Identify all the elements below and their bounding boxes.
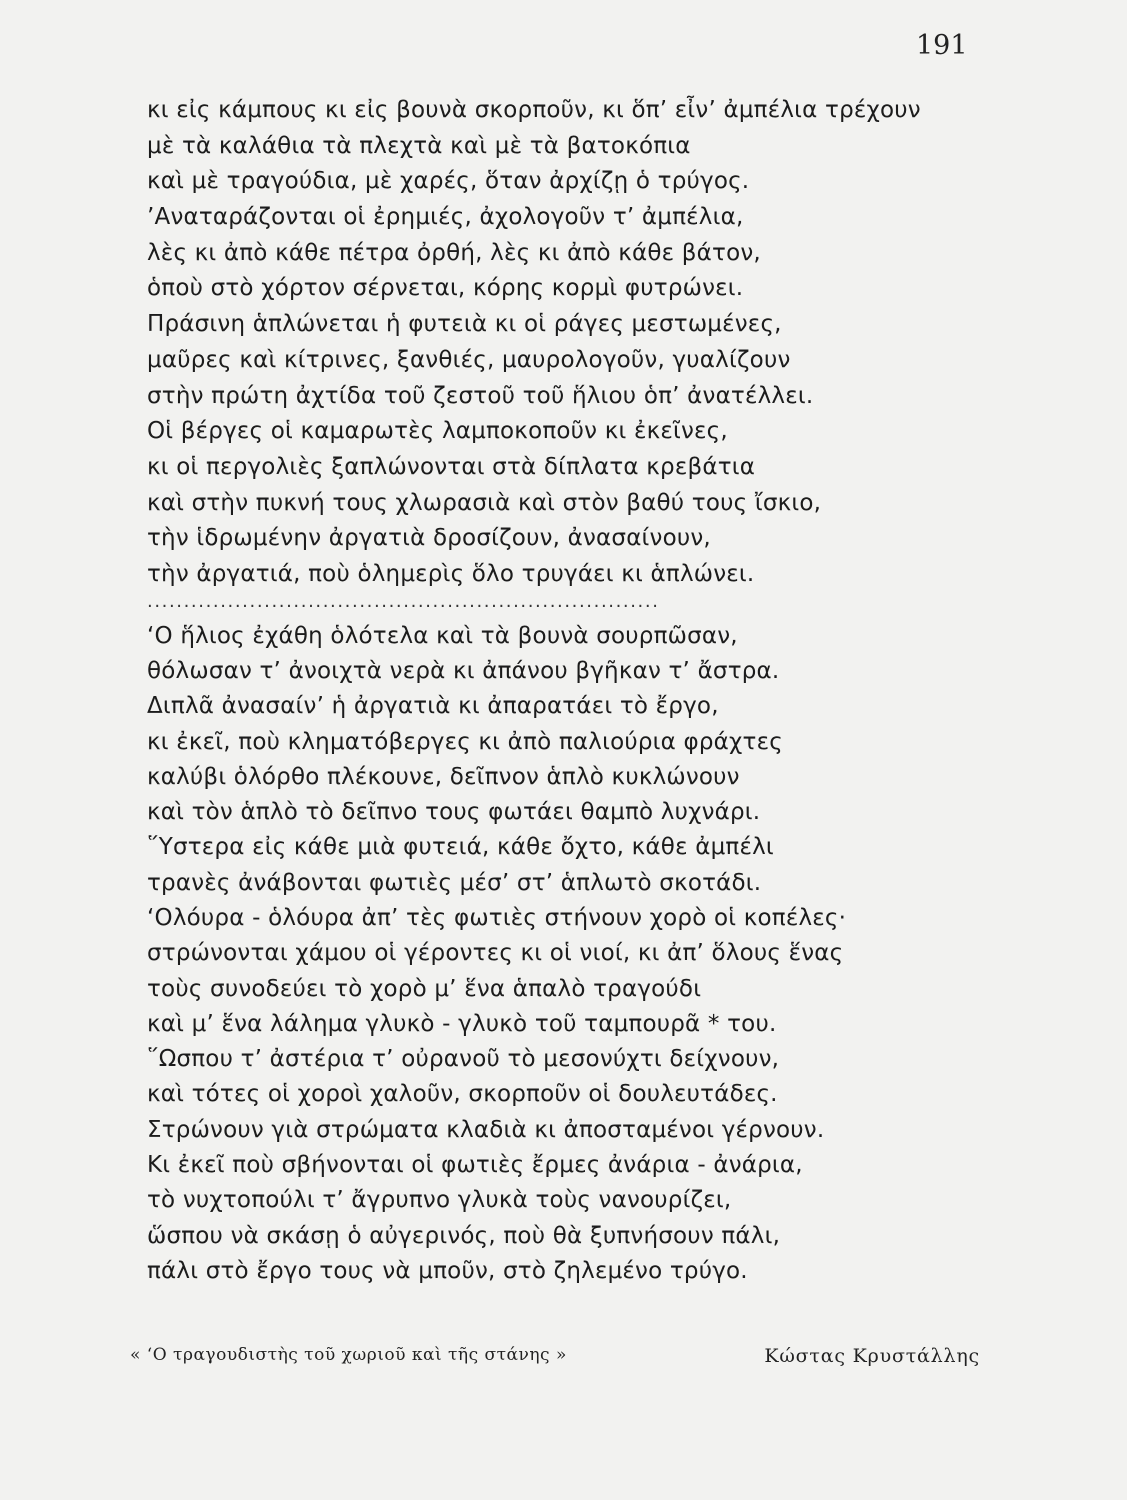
poem-line: καλύβι ὁλόρθο πλέκουνε, δεῖπνον ἁπλὸ κυκλώνουν [147, 763, 740, 790]
poem-line: λὲς κι ἀπὸ κάθε πέτρα ὀρθή, λὲς κι ἀπὸ κάθε βάτον, [147, 239, 761, 266]
poem-line: μὲ τὰ καλάθια τὰ πλεχτὰ καὶ μὲ τὰ βατοκόπια [147, 132, 691, 159]
poem-line: ῞Υστερα εἰς κάθε μιὰ φυτειά, κάθε ὄχτο, κάθε ἀμπέλι [147, 834, 774, 861]
poem-line: καὶ τότες οἱ χοροὶ χαλοῦν, σκορποῦν οἱ δουλευτάδες. [147, 1081, 778, 1108]
poem-line: ‘Ο ἥλιος ἐχάθη ὁλότελα καὶ τὰ βουνὰ σουρπῶσαν, [147, 622, 738, 649]
poem-line: καὶ στὴν πυκνή τους χλωρασιὰ καὶ στὸν βαθύ τους ἴσκιο, [147, 489, 822, 516]
source-attribution [130, 1345, 980, 1375]
poem-line: ὥσπου νὰ σκάσῃ ὁ αὐγερινός, ποὺ θὰ ξυπνήσουν πάλι, [147, 1222, 781, 1249]
poem-line: Διπλᾶ ἀνασαίν’ ἡ ἀργατιὰ κι ἀπαρατάει τὸ ἔργο, [147, 693, 719, 720]
poem-line: πάλι στὸ ἔργο τους νὰ μποῦν, στὸ ζηλεμένο τρύγο. [147, 1257, 748, 1284]
poem-line: ῞Ωσπου τ’ ἀστέρια τ’ οὐρανοῦ τὸ μεσονύχτι δείχνουν, [147, 1046, 780, 1073]
poem-line: τὴν ἱδρωμένην ἀργατιὰ δροσίζουν, ἀνασαίνουν, [147, 525, 711, 552]
stanza-1 [147, 93, 947, 593]
ellipsis-divider: ...................................................................... [147, 590, 660, 612]
source-title: « ‘Ο τραγουδιστὴς τοῦ χωριοῦ καὶ τῆς στάνης » [130, 1345, 567, 1365]
poem-line: θόλωσαν τ’ ἀνοιχτὰ νερὰ κι ἀπάνου βγῆκαν τ’ ἄστρα. [147, 657, 780, 684]
poem-line: τοὺς συνοδεύει τὸ χορὸ μ’ ἕνα ἁπαλὸ τραγούδι [147, 975, 702, 1002]
poem-line: Οἱ βέργες οἱ καμαρωτὲς λαμποκοποῦν κι ἐκεῖνες, [147, 418, 728, 445]
poem-line: Κι ἐκεῖ ποὺ σβήνονται οἱ φωτιὲς ἔρμες ἀνάρια - ἀνάρια, [147, 1152, 803, 1179]
poem-line: ὁποὺ στὸ χόρτον σέρνεται, κόρης κορμὶ φυτρώνει. [147, 275, 744, 302]
poem-line: Πράσινη ἁπλώνεται ἡ φυτειὰ κι οἱ ράγες μεστωμένες, [147, 311, 782, 338]
author-name: Κώστας Κρυστάλλης [764, 1345, 980, 1367]
poem-line: καὶ τὸν ἁπλὸ τὸ δεῖπνο τους φωτάει θαμπὸ λυχνάρι. [147, 799, 761, 826]
poem-line: Στρώνουν γιὰ στρώματα κλαδιὰ κι ἀποσταμένοι γέρνουν. [147, 1116, 825, 1143]
page-number: 191 [916, 30, 968, 61]
poem-line: καὶ μὲ τραγούδια, μὲ χαρές, ὅταν ἀρχίζῃ ὁ τρύγος. [147, 168, 750, 195]
poem-line: κι εἰς κάμπους κι εἰς βουνὰ σκορποῦν, κι ὅπ’ εἶν’ ἀμπέλια τρέχουν [147, 97, 921, 123]
poem-line: καὶ μ’ ἕνα λάλημα γλυκὸ - γλυκὸ τοῦ ταμπουρᾶ * του. [147, 1010, 777, 1037]
poem-line: ‘Ολόυρα - ὁλόυρα ἀπ’ τὲς φωτιὲς στήνουν χορὸ οἱ κοπέλες· [147, 905, 847, 931]
poem-line: τὴν ἀργατιά, ποὺ ὁλημερὶς ὅλο τρυγάει κι ἁπλώνει. [147, 560, 755, 587]
poem-line: μαῦρες καὶ κίτρινες, ξανθιές, μαυρολογοῦν, γυαλίζουν [147, 346, 791, 373]
poem-line: τρανὲς ἀνάβονται φωτιὲς μέσ’ στ’ ἁπλωτὸ σκοτάδι. [147, 869, 762, 896]
poem-line: κι οἱ περγολιὲς ξαπλώνονται στὰ δίπλατα κρεβάτια [147, 453, 756, 480]
poem-text [147, 93, 947, 1289]
poem-line: κι ἐκεῖ, ποὺ κληματόβεργες κι ἀπὸ παλιούρια φράχτες [147, 728, 783, 755]
poem-line: στὴν πρώτη ἀχτίδα τοῦ ζεστοῦ τοῦ ἥλιου ὁπ’ ἀνατέλλει. [147, 382, 814, 409]
poem-line: ’Αναταράζονται οἱ ἐρημιές, ἀχολογοῦν τ’ ἀμπέλια, [147, 204, 744, 231]
poem-line: τὸ νυχτοπούλι τ’ ἄγρυπνο γλυκὰ τοὺς νανουρίζει, [147, 1187, 732, 1214]
stanza-2 [147, 619, 947, 1290]
poem-line: στρώνονται χάμου οἱ γέροντες κι οἱ νιοί, κι ἀπ’ ὅλους ἕνας [147, 940, 844, 967]
